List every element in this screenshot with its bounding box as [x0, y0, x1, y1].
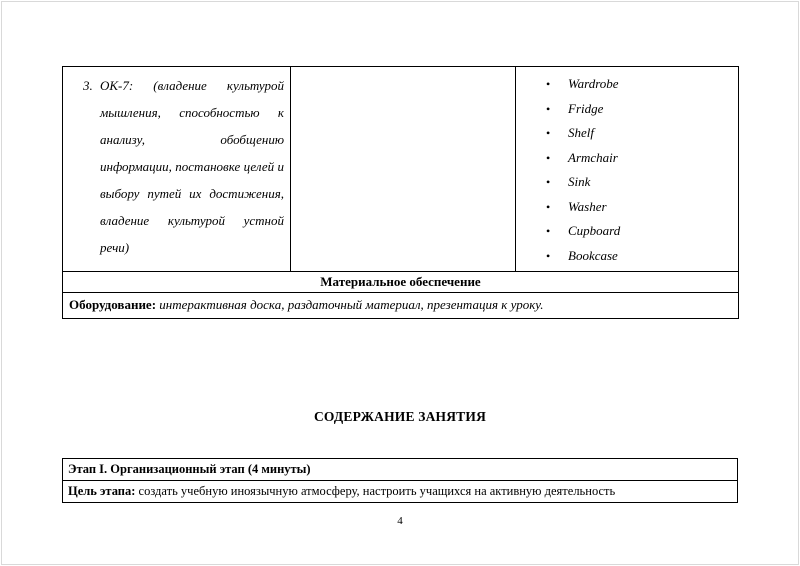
bullet-icon: • — [546, 126, 551, 140]
equipment-label: Оборудование: — [69, 297, 157, 312]
vocabulary-list — [516, 70, 736, 268]
vocabulary-item — [546, 146, 736, 171]
stage-title-cell — [63, 459, 738, 481]
stage-goal-text: создать учебную иноязычную атмосферу, настроить учащихся на активную деятельность — [138, 484, 616, 498]
vocabulary-item-label: Bookcase — [568, 247, 618, 263]
stage-goal-label: Цель этапа: — [68, 484, 136, 498]
section-heading: СОДЕРЖАНИЕ ЗАНЯТИЯ — [313, 409, 487, 424]
bullet-icon: • — [546, 175, 551, 189]
stage-title: Этап I. Организационный этап (4 минуты) — [68, 462, 311, 476]
vocabulary-item-label: Fridge — [568, 100, 604, 116]
vocabulary-item — [546, 219, 736, 244]
competency-cell — [63, 67, 291, 272]
vocabulary-item — [546, 170, 736, 195]
vocabulary-item-label: Armchair — [568, 149, 618, 165]
vocabulary-item — [546, 195, 736, 220]
equipment-text: интерактивная доска, раздаточный материал, презентация к уроку. — [159, 297, 544, 312]
document-page — [1, 1, 799, 565]
material-header-row — [63, 272, 739, 293]
bullet-icon: • — [546, 101, 551, 116]
bullet-icon: • — [546, 224, 551, 238]
vocabulary-item-label: Washer — [568, 198, 607, 214]
stage-title-row — [63, 459, 738, 481]
competency-item-text: ОК-7: (владение культурой мышления, способностью к анализу, обобщению информации, постановке целей и выбору путей их достижения, владение культурой устной речи) — [100, 78, 284, 255]
competencies-row — [63, 67, 739, 272]
empty-cell — [291, 67, 516, 272]
stage-table — [62, 458, 738, 503]
competency-item-number: 3. — [83, 78, 93, 93]
page-number: 4 — [397, 515, 403, 527]
bullet-icon: • — [546, 248, 551, 263]
bullet-icon: • — [546, 77, 551, 91]
vocabulary-item-label: Wardrobe — [568, 76, 619, 91]
bullet-icon: • — [546, 150, 551, 165]
equipment-cell — [63, 293, 739, 319]
vocabulary-item — [546, 244, 736, 269]
competencies-table — [62, 66, 739, 319]
vocabulary-cell — [516, 67, 739, 272]
vocabulary-item-label: Shelf — [568, 125, 594, 140]
bullet-icon: • — [546, 199, 551, 214]
vocabulary-item-label: Sink — [568, 174, 591, 189]
vocabulary-item — [546, 72, 736, 97]
stage-goal-row — [63, 481, 738, 503]
equipment-row — [63, 293, 739, 319]
vocabulary-item-label: Cupboard — [568, 223, 621, 238]
stage-goal-cell — [63, 481, 738, 503]
competency-item — [83, 72, 286, 261]
vocabulary-item — [546, 97, 736, 122]
material-header-text: Материальное обеспечение — [63, 272, 739, 293]
vocabulary-item — [546, 121, 736, 146]
